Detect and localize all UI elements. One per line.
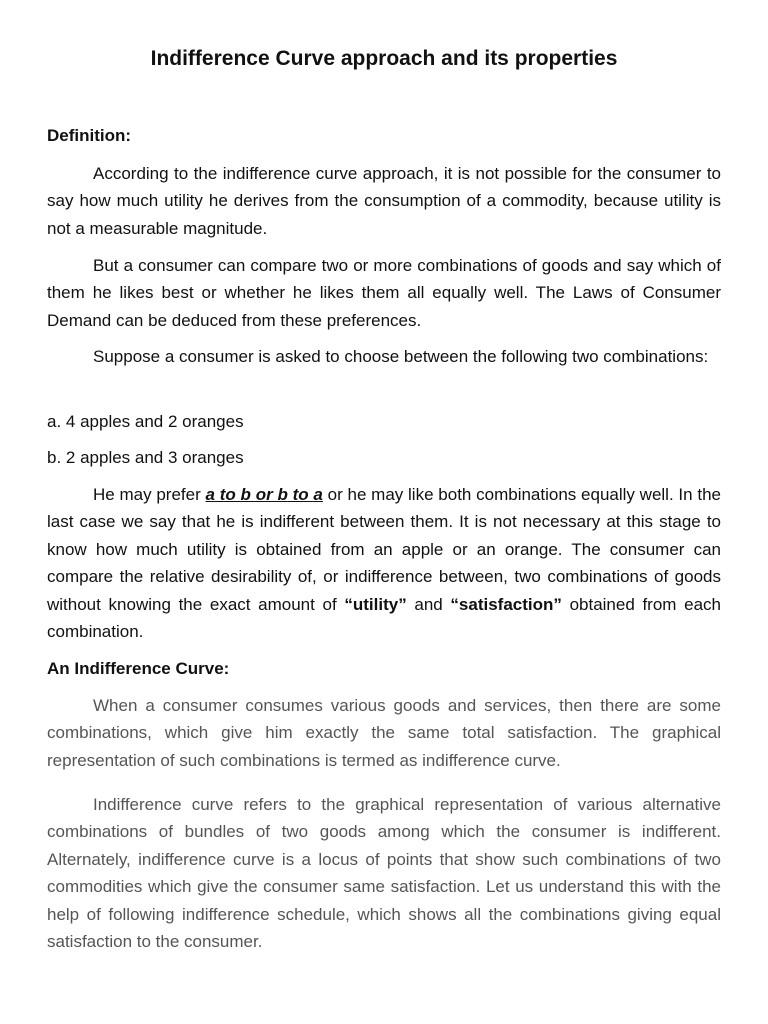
p4-emph-a1: a bbox=[205, 485, 215, 504]
indifference-curve-paragraph-1: When a consumer consumes various goods and services, then there are some combinations, which give him exactly the same total satisfaction. The graphical representation of such combinations is termed as indifference curve. bbox=[47, 696, 721, 770]
p4-emphasis bbox=[206, 485, 323, 504]
combination-option-a: a. 4 apples and 2 oranges bbox=[47, 412, 244, 431]
p4-emph-a2: a bbox=[313, 485, 323, 504]
p4-post2: obtained from each combination. bbox=[47, 594, 721, 642]
p4-utility: “utility” bbox=[344, 594, 407, 614]
p4-satisfaction: “satisfaction” bbox=[450, 594, 562, 614]
p4-emph-to1: to bbox=[214, 485, 241, 504]
p4-emph-b2: b bbox=[277, 485, 288, 504]
p4-emph-to2: to bbox=[287, 485, 314, 504]
p4-emph-or: or bbox=[250, 485, 278, 504]
definition-paragraph-4 bbox=[47, 481, 721, 645]
definition-paragraph-3: Suppose a consumer is asked to choose between the following two combinations: bbox=[93, 347, 709, 366]
combination-option-b: b. 2 apples and 3 oranges bbox=[47, 448, 244, 467]
page-title: Indifference Curve approach and its properties bbox=[150, 47, 618, 70]
p4-pre: He may prefer bbox=[93, 485, 206, 504]
definition-paragraph-1: According to the indifference curve approach, it is not possible for the consumer to say how much utility he derives from the consumption of a commodity, because utility is not a measurable magnitude. bbox=[47, 164, 721, 238]
indifference-curve-paragraph-2: Indifference curve refers to the graphical representation of various alternative combinations of bundles of two goods among which the consumer is indifferent. Alternately, indifference curve is a locus of points that show such combinations of two commodities which give the consumer same satisfaction. Let us understand this with the help of following indifference schedule, which shows all the combinations giving equal satisfaction to the consumer. bbox=[47, 795, 721, 952]
p4-emph-b1: b bbox=[240, 485, 251, 504]
p4-post1: or he may like both combinations equally well. In the last case we say that he is indifferent between them. It is not necessary at this stage to know how much utility is obtained from an apple or an orange. The consumer can compare the relative desirability of, or indifference between, two combinations of goods without knowing the exact amount of bbox=[47, 485, 721, 614]
indifference-curve-heading: An Indifference Curve: bbox=[47, 659, 230, 678]
definition-heading: Definition: bbox=[47, 126, 132, 145]
p4-and: and bbox=[406, 594, 451, 614]
definition-paragraph-2: But a consumer can compare two or more combinations of goods and say which of them he likes best or whether he likes them all equally well. The Laws of Consumer Demand can be deduced from these preferences. bbox=[47, 256, 721, 330]
